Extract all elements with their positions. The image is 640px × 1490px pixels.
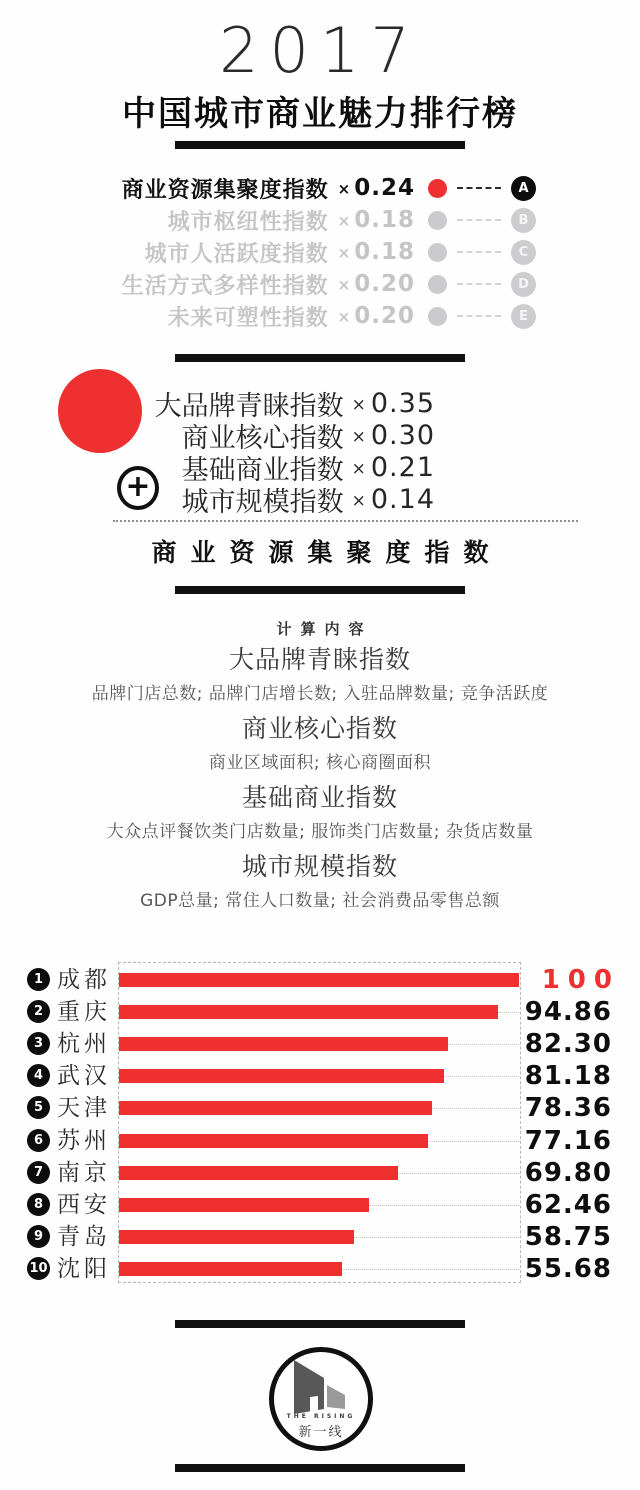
city-label: 西安	[57, 1191, 111, 1218]
rank-badge: 4	[27, 1064, 50, 1087]
formula-label: 基础商业指数	[181, 454, 344, 486]
score-bar	[119, 1198, 369, 1212]
formula-label: 大品牌青睐指数	[154, 390, 344, 422]
weight-label: 未来可塑性指数	[167, 305, 329, 331]
rank-badge: 9	[27, 1225, 50, 1248]
score-bar	[119, 1101, 432, 1115]
weight-label: 生活方式多样性指数	[121, 273, 329, 299]
rank-badge: 5	[27, 1096, 50, 1119]
multiply-sign: ×	[337, 212, 351, 230]
leader-line	[342, 1269, 519, 1270]
rank-badge: 8	[27, 1193, 50, 1216]
formula-weight: 0.21	[370, 451, 435, 483]
brand-name-en: THE RISING	[286, 1413, 356, 1420]
city-label: 沈阳	[57, 1255, 111, 1282]
divider-bar	[175, 1320, 465, 1328]
formula-label: 城市规模指数	[181, 486, 344, 518]
score-value: 69.80	[524, 1157, 612, 1188]
score-value: 77.16	[524, 1125, 612, 1156]
formula-weight: 0.35	[370, 387, 435, 419]
city-label: 杭州	[57, 1031, 111, 1058]
leader-line	[398, 1173, 519, 1174]
rank-badge: 6	[27, 1129, 50, 1152]
rank-badge: 7	[27, 1161, 50, 1184]
score-bar	[119, 973, 519, 987]
score-value: 58.75	[524, 1221, 612, 1252]
calc-group-title: 大品牌青睐指数	[228, 645, 411, 674]
city-label: 武汉	[57, 1063, 111, 1090]
city-label: 苏州	[57, 1127, 111, 1154]
leader-line	[354, 1237, 519, 1238]
score-value: 100	[541, 965, 620, 995]
multiply-sign: ×	[337, 244, 351, 262]
weight-label: 城市人活跃度指数	[144, 241, 329, 267]
year-title: 2017	[219, 14, 421, 87]
multiply-sign: ×	[351, 426, 366, 447]
weight-value: 0.24	[354, 175, 415, 201]
calc-group-title: 基础商业指数	[241, 783, 398, 812]
calc-group-detail: 大众点评餐饮类门店数量; 服饰类门店数量; 杂货店数量	[106, 822, 534, 842]
city-label: 青岛	[57, 1223, 111, 1250]
rank-badge: 1	[27, 968, 50, 991]
ranking-row	[0, 1157, 640, 1189]
score-bar	[119, 1037, 448, 1051]
calc-group-title: 商业核心指数	[241, 714, 398, 743]
score-bar	[119, 1005, 498, 1019]
letter-badge: A	[511, 176, 536, 201]
multiply-sign: ×	[351, 458, 366, 479]
score-bar	[119, 1134, 428, 1148]
calc-heading: 计算内容	[276, 620, 373, 638]
score-value: 81.18	[524, 1061, 612, 1092]
score-value: 62.46	[524, 1189, 612, 1220]
brand-logo	[269, 1347, 373, 1451]
leader-line	[369, 1205, 519, 1206]
score-bar	[119, 1230, 354, 1244]
formula-weight: 0.14	[370, 483, 435, 515]
rank-badge: 3	[27, 1032, 50, 1055]
score-value: 94.86	[524, 997, 612, 1028]
ranking-row	[0, 1189, 640, 1221]
plus-icon: +	[117, 466, 159, 510]
divider-bar	[175, 1464, 465, 1472]
weight-value: 0.20	[354, 271, 415, 297]
letter-badge: D	[511, 272, 536, 297]
score-bar	[119, 1262, 342, 1276]
letter-badge: C	[511, 240, 536, 265]
multiply-sign: ×	[351, 394, 366, 415]
calc-group-detail: 商业区域面积; 核心商圈面积	[208, 753, 432, 773]
score-value: 82.30	[524, 1029, 612, 1060]
multiply-sign: ×	[337, 180, 351, 198]
city-label: 南京	[57, 1159, 111, 1186]
calc-group-detail: GDP总量; 常住人口数量; 社会消费品零售总额	[140, 891, 500, 911]
multiply-sign: ×	[351, 490, 366, 511]
weight-value: 0.18	[354, 239, 415, 265]
score-bar	[119, 1069, 444, 1083]
ranking-row	[0, 1092, 640, 1124]
rank-badge: 2	[27, 1000, 50, 1023]
score-value: 55.68	[524, 1253, 612, 1284]
letter-badge: B	[511, 208, 536, 233]
result-index-label: 商业资源集聚度指数	[151, 538, 503, 567]
weight-label: 商业资源集聚度指数	[121, 177, 329, 203]
ranking-row	[0, 1125, 640, 1157]
multiply-sign: ×	[337, 308, 351, 326]
formula-label: 商业核心指数	[181, 422, 344, 454]
score-value: 78.36	[524, 1093, 612, 1124]
rank-badge: 10	[27, 1257, 50, 1280]
ranking-row	[0, 1028, 640, 1060]
ranking-row	[0, 1060, 640, 1092]
calc-group-detail: 品牌门店总数; 品牌门店增长数; 入驻品牌数量; 竞争活跃度	[91, 684, 549, 704]
page-title: 中国城市商业魅力排行榜	[122, 94, 518, 134]
multiply-sign: ×	[337, 276, 351, 294]
weight-label: 城市枢纽性指数	[167, 209, 329, 235]
weight-value: 0.20	[354, 303, 415, 329]
letter-badge: E	[511, 304, 536, 329]
score-bar	[119, 1166, 398, 1180]
brand-name-cn: 新一线	[298, 1425, 344, 1440]
city-label: 成都	[57, 967, 111, 993]
ranking-row	[0, 1253, 640, 1285]
city-label: 天津	[57, 1095, 111, 1122]
ranking-row	[0, 964, 640, 996]
city-label: 重庆	[57, 999, 111, 1026]
calc-group-title: 城市规模指数	[241, 852, 398, 881]
weight-value: 0.18	[354, 207, 415, 233]
ranking-row	[0, 1221, 640, 1253]
ranking-row	[0, 996, 640, 1028]
formula-weight: 0.30	[370, 419, 435, 451]
